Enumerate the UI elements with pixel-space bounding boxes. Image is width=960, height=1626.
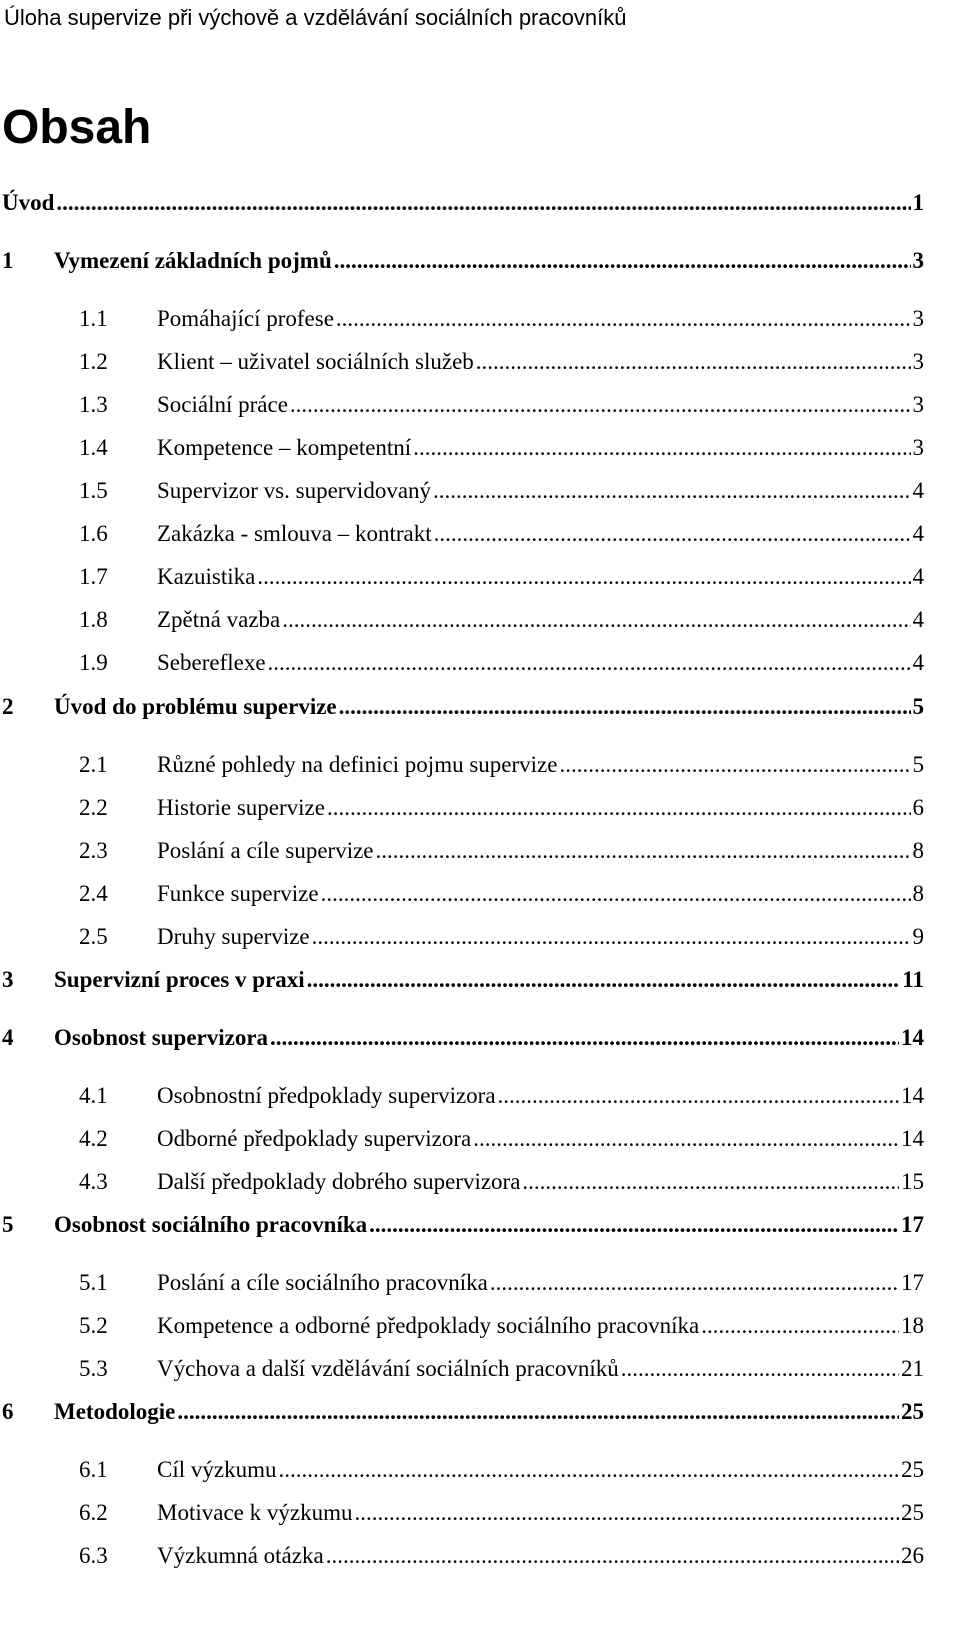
toc-entry-page-number: 26 bbox=[901, 1543, 924, 1568]
toc-chapter-entry[interactable] bbox=[0, 1023, 960, 1053]
toc-entry-page-number: 5 bbox=[912, 694, 924, 719]
toc-dot-leader bbox=[376, 836, 911, 866]
toc-entry-title: Sebereflexe bbox=[157, 650, 266, 675]
toc-entry-page-number: 3 bbox=[912, 392, 924, 417]
toc-section-entry[interactable] bbox=[0, 519, 960, 549]
toc-entry-page-number: 4 bbox=[912, 607, 924, 632]
toc-entry-number: 1.3 bbox=[79, 392, 108, 417]
toc-entry-title: Supervizní proces v praxi bbox=[54, 967, 305, 992]
toc-section-entry[interactable] bbox=[0, 304, 960, 334]
toc-section-entry[interactable] bbox=[0, 648, 960, 678]
toc-entry-page-number: 18 bbox=[901, 1313, 924, 1338]
toc-dot-leader bbox=[334, 246, 911, 276]
toc-section-entry[interactable] bbox=[0, 1167, 960, 1197]
toc-entry-page-number: 25 bbox=[901, 1457, 924, 1482]
toc-section-entry[interactable] bbox=[0, 1541, 960, 1571]
toc-section-entry[interactable] bbox=[0, 476, 960, 506]
toc-entry-title: Supervizor vs. supervidovaný bbox=[157, 478, 432, 503]
toc-heading: Obsah bbox=[2, 101, 152, 154]
toc-dot-leader bbox=[522, 1167, 899, 1197]
toc-entry-page-number: 17 bbox=[901, 1270, 924, 1295]
toc-section-entry[interactable] bbox=[0, 1268, 960, 1298]
toc-dot-leader bbox=[621, 1354, 899, 1384]
toc-dot-leader bbox=[434, 519, 911, 549]
toc-chapter-entry[interactable] bbox=[0, 188, 960, 218]
toc-dot-leader bbox=[413, 433, 910, 463]
toc-entry-number: 4.2 bbox=[79, 1126, 108, 1151]
toc-entry-page-number: 17 bbox=[901, 1212, 924, 1237]
toc-entry-number: 2 bbox=[2, 694, 14, 719]
toc-entry-page-number: 5 bbox=[912, 752, 924, 777]
toc-dot-leader bbox=[490, 1268, 899, 1298]
toc-entry-title: Kazuistika bbox=[157, 564, 256, 589]
toc-dot-leader bbox=[336, 304, 911, 334]
toc-dot-leader bbox=[312, 922, 911, 952]
toc-dot-leader bbox=[339, 692, 911, 722]
toc-entry-page-number: 1 bbox=[912, 190, 924, 215]
toc-entry-page-number: 14 bbox=[901, 1025, 924, 1050]
toc-entry-title: Výzkumná otázka bbox=[157, 1543, 324, 1568]
toc-entry-page-number: 4 bbox=[912, 478, 924, 503]
toc-entry-title: Klient – uživatel sociálních služeb bbox=[157, 349, 474, 374]
toc-entry-page-number: 3 bbox=[912, 349, 924, 374]
toc-entry-number: 2.1 bbox=[79, 752, 108, 777]
toc-section-entry[interactable] bbox=[0, 1498, 960, 1528]
toc-entry-number: 2.3 bbox=[79, 838, 108, 863]
toc-entry-title: Sociální práce bbox=[157, 392, 288, 417]
toc-entry-title: Kompetence – kompetentní bbox=[157, 435, 412, 460]
toc-section-entry[interactable] bbox=[0, 605, 960, 635]
toc-chapter-entry[interactable] bbox=[0, 246, 960, 276]
toc-entry-page-number: 4 bbox=[912, 521, 924, 546]
toc-entry-title: Kompetence a odborné předpoklady sociálního pracovníka bbox=[157, 1313, 700, 1338]
toc-entry-page-number: 25 bbox=[901, 1500, 924, 1525]
toc-dot-leader bbox=[473, 1124, 899, 1154]
toc-entry-number: 6.3 bbox=[79, 1543, 108, 1568]
toc-entry-title: Metodologie bbox=[54, 1399, 176, 1424]
toc-dot-leader bbox=[498, 1081, 899, 1111]
toc-dot-leader bbox=[270, 1023, 899, 1053]
toc-entry-title: Úvod bbox=[2, 190, 55, 215]
toc-entry-page-number: 3 bbox=[912, 306, 924, 331]
toc-entry-number: 5.3 bbox=[79, 1356, 108, 1381]
toc-dot-leader bbox=[701, 1311, 899, 1341]
toc-entry-page-number: 3 bbox=[912, 435, 924, 460]
toc-dot-leader bbox=[559, 750, 910, 780]
toc-entry-title: Další předpoklady dobrého supervizora bbox=[157, 1169, 521, 1194]
toc-chapter-entry[interactable] bbox=[0, 965, 960, 995]
toc-entry-page-number: 11 bbox=[902, 967, 924, 992]
toc-dot-leader bbox=[369, 1210, 899, 1240]
toc-chapter-entry[interactable] bbox=[0, 1397, 960, 1427]
running-header: Úloha supervize při výchově a vzdělávání sociálních pracovníků bbox=[4, 5, 627, 30]
toc-entry-number: 4.1 bbox=[79, 1083, 108, 1108]
toc-entry-title: Funkce supervize bbox=[157, 881, 319, 906]
toc-entry-title: Odborné předpoklady supervizora bbox=[157, 1126, 472, 1151]
toc-dot-leader bbox=[177, 1397, 899, 1427]
toc-section-entry[interactable] bbox=[0, 562, 960, 592]
toc-entry-title: Zpětná vazba bbox=[157, 607, 281, 632]
toc-section-entry[interactable] bbox=[0, 1311, 960, 1341]
toc-entry-number: 1.7 bbox=[79, 564, 108, 589]
toc-entry-number: 1.4 bbox=[79, 435, 108, 460]
toc-entry-number: 4.3 bbox=[79, 1169, 108, 1194]
toc-section-entry[interactable] bbox=[0, 1455, 960, 1485]
toc-entry-title: Osobnost sociálního pracovníka bbox=[54, 1212, 368, 1237]
toc-section-entry[interactable] bbox=[0, 750, 960, 780]
toc-dot-leader bbox=[268, 648, 911, 678]
toc-dot-leader bbox=[56, 188, 910, 218]
toc-entry-page-number: 4 bbox=[912, 650, 924, 675]
toc-entry-title: Vymezení základních pojmů bbox=[54, 248, 332, 273]
toc-section-entry[interactable] bbox=[0, 390, 960, 420]
toc-section-entry[interactable] bbox=[0, 1354, 960, 1384]
toc-chapter-entry[interactable] bbox=[0, 692, 960, 722]
toc-entry-page-number: 9 bbox=[912, 924, 924, 949]
toc-dot-leader bbox=[321, 879, 911, 909]
toc-section-entry[interactable] bbox=[0, 922, 960, 952]
toc-entry-page-number: 8 bbox=[912, 838, 924, 863]
toc-entry-number: 2.2 bbox=[79, 795, 108, 820]
toc-section-entry[interactable] bbox=[0, 347, 960, 377]
toc-entry-page-number: 8 bbox=[912, 881, 924, 906]
toc-entry-title: Osobnost supervizora bbox=[54, 1025, 269, 1050]
toc-entry-number: 1.8 bbox=[79, 607, 108, 632]
toc-section-entry[interactable] bbox=[0, 793, 960, 823]
toc-entry-number: 6.2 bbox=[79, 1500, 108, 1525]
toc-entry-page-number: 14 bbox=[901, 1083, 924, 1108]
toc-entry-number: 1.6 bbox=[79, 521, 108, 546]
toc-entry-number: 5.2 bbox=[79, 1313, 108, 1338]
toc-entry-title: Různé pohledy na definici pojmu supervize bbox=[157, 752, 558, 777]
toc-section-entry[interactable] bbox=[0, 836, 960, 866]
toc-entry-title: Úvod do problému supervize bbox=[54, 694, 337, 719]
toc-entry-page-number: 25 bbox=[901, 1399, 924, 1424]
toc-entry-number: 4 bbox=[2, 1025, 14, 1050]
toc-entry-number: 6.1 bbox=[79, 1457, 108, 1482]
toc-entry-title: Pomáhající profese bbox=[157, 306, 334, 331]
toc-entry-title: Druhy supervize bbox=[157, 924, 310, 949]
toc-entry-page-number: 6 bbox=[912, 795, 924, 820]
toc-entry-number: 5 bbox=[2, 1212, 14, 1237]
toc-dot-leader bbox=[326, 1541, 899, 1571]
toc-section-entry[interactable] bbox=[0, 1081, 960, 1111]
toc-entry-number: 1.2 bbox=[79, 349, 108, 374]
toc-entry-title: Osobnostní předpoklady supervizora bbox=[157, 1083, 496, 1108]
toc-dot-leader bbox=[257, 562, 910, 592]
toc-dot-leader bbox=[433, 476, 910, 506]
toc-entry-number: 3 bbox=[2, 967, 14, 992]
toc-dot-leader bbox=[290, 390, 911, 420]
toc-entry-title: Zakázka - smlouva – kontrakt bbox=[157, 521, 432, 546]
toc-entry-page-number: 21 bbox=[901, 1356, 924, 1381]
toc-entry-number: 2.4 bbox=[79, 881, 108, 906]
toc-entry-title: Poslání a cíle sociálního pracovníka bbox=[157, 1270, 488, 1295]
toc-entry-title: Motivace k výzkumu bbox=[157, 1500, 353, 1525]
toc-chapter-entry[interactable] bbox=[0, 1210, 960, 1240]
toc-entry-number: 1.1 bbox=[79, 306, 108, 331]
toc-section-entry[interactable] bbox=[0, 879, 960, 909]
toc-entry-page-number: 14 bbox=[901, 1126, 924, 1151]
toc-entry-number: 5.1 bbox=[79, 1270, 108, 1295]
toc-entry-number: 6 bbox=[2, 1399, 14, 1424]
toc-entry-title: Cíl výzkumu bbox=[157, 1457, 277, 1482]
toc-entry-page-number: 3 bbox=[912, 248, 924, 273]
toc-dot-leader bbox=[476, 347, 911, 377]
toc-entry-title: Historie supervize bbox=[157, 795, 325, 820]
toc-section-entry[interactable] bbox=[0, 1124, 960, 1154]
toc-dot-leader bbox=[307, 965, 901, 995]
toc-entry-page-number: 15 bbox=[901, 1169, 924, 1194]
toc-dot-leader bbox=[278, 1455, 899, 1485]
toc-entry-number: 1 bbox=[2, 248, 14, 273]
toc-entry-title: Výchova a další vzdělávání sociálních pracovníků bbox=[157, 1356, 619, 1381]
toc-dot-leader bbox=[327, 793, 911, 823]
toc-section-entry[interactable] bbox=[0, 433, 960, 463]
toc-dot-leader bbox=[354, 1498, 899, 1528]
toc-entry-title: Poslání a cíle supervize bbox=[157, 838, 374, 863]
toc-entry-number: 2.5 bbox=[79, 924, 108, 949]
toc-entry-number: 1.5 bbox=[79, 478, 108, 503]
toc-entry-page-number: 4 bbox=[912, 564, 924, 589]
toc-dot-leader bbox=[282, 605, 910, 635]
toc-entry-number: 1.9 bbox=[79, 650, 108, 675]
